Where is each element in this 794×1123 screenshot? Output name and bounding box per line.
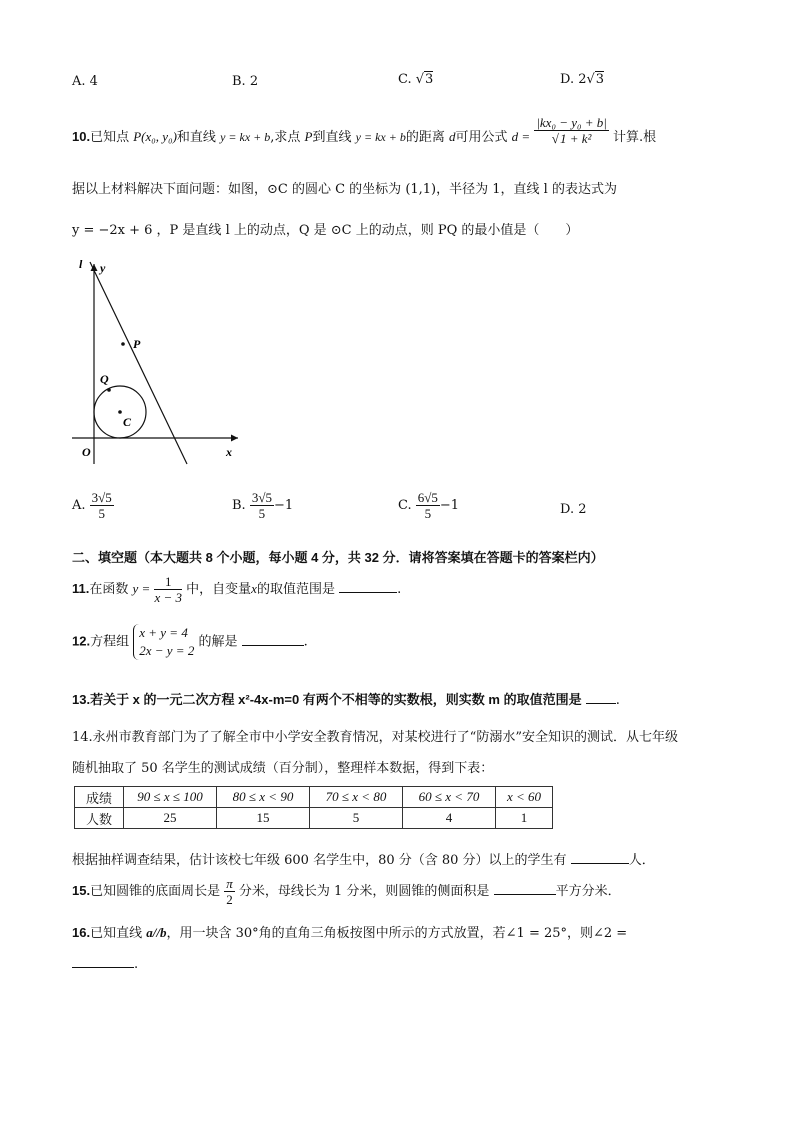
q14-answer-blank[interactable] bbox=[571, 851, 629, 864]
q10-line3: y = −2x + 6 ，P 是直线 l 上的动点，Q 是 ⊙C 上的动点，则 PQ 的最小值是（ ） bbox=[72, 223, 579, 238]
q10-option-b: B. $\frac{3√5}{5}$ −1 bbox=[232, 490, 294, 521]
q9-option-c: C. √3 bbox=[398, 72, 434, 87]
q10-figure bbox=[60, 252, 260, 474]
table-header-cell: 成绩 bbox=[75, 787, 124, 808]
q9-option-b: B. 2 bbox=[232, 74, 259, 89]
q10-option-d: D. 2 bbox=[560, 502, 587, 517]
table-header-cell: x < 60 bbox=[496, 787, 553, 808]
table-header-cell: 90 ≤ x ≤ 100 bbox=[124, 787, 217, 808]
center-c-dot bbox=[118, 410, 122, 414]
line-l bbox=[90, 262, 187, 464]
q16-line1: 16.已知直线 a//b，用一块含 30°角的直角三角板按图中所示的方式放置，若∠1 = 25°，则∠2 = bbox=[72, 925, 628, 941]
table-header-cell: 80 ≤ x < 90 bbox=[217, 787, 310, 808]
point-q-dot bbox=[107, 388, 111, 392]
table-row bbox=[75, 808, 553, 829]
equation-system: x + y = 4 2x − y = 2 bbox=[133, 624, 194, 660]
q15: 15.已知圆锥的底面周长是 $\frac{\pi}{2}$ 分米，母线长为 1 分米，则圆锥的侧面积是 平方分米． bbox=[72, 876, 621, 907]
q16-answer-blank[interactable] bbox=[72, 955, 134, 968]
table-header-cell: 60 ≤ x < 70 bbox=[403, 787, 496, 808]
score-table bbox=[74, 786, 553, 829]
table-cell: 5 bbox=[310, 808, 403, 829]
table-cell: 25 bbox=[124, 808, 217, 829]
q10-option-c: C. $\frac{6√5}{5}$ −1 bbox=[398, 490, 460, 521]
table-cell: 1 bbox=[496, 808, 553, 829]
table-header-cell: 70 ≤ x < 80 bbox=[310, 787, 403, 808]
q11: 11.在函数 y = $\frac{1}{x - 3}$ 中，自变量x的取值范围是 . bbox=[72, 574, 402, 605]
distance-formula: $\frac{\text{|kx₀ − y₀ + b|}}{\text{√1 + k²}}$ bbox=[536, 115, 607, 146]
q14-line1: 14.永州市教育部门为了了解全市中小学安全教育情况，对某校进行了“防溺水”安全知识的测试．从七年级 bbox=[72, 730, 678, 745]
q10-line2: 据以上材料解决下面问题：如图，⊙C 的圆心 C 的坐标为 (1,1)，半径为 1，直线 l 的表达式为 bbox=[72, 182, 617, 197]
q14-line3: 根据抽样调查结果，估计该校七年级 600 名学生中，80 分（含 80 分）以上的学生有 人． bbox=[72, 853, 655, 868]
q12: 12.方程组 x + y = 4 2x − y = 2 的解是 . bbox=[72, 625, 308, 658]
table-cell: 4 bbox=[403, 808, 496, 829]
q11-answer-blank[interactable] bbox=[339, 580, 397, 593]
label-q: Q bbox=[100, 372, 109, 386]
q13: 13.若关于 x 的一元二次方程 x²-4x-m=0 有两个不相等的实数根，则实数 m 的取值范围是 . bbox=[72, 692, 620, 708]
label-o: O bbox=[82, 445, 91, 459]
point-p-dot bbox=[121, 342, 125, 346]
label-x: x bbox=[226, 445, 232, 459]
label-y: y bbox=[100, 261, 106, 275]
q9-option-a: A. 4 bbox=[72, 74, 98, 89]
q10-option-a: A. $\frac{3√5}{5}$ bbox=[72, 490, 112, 521]
label-p: P bbox=[133, 337, 141, 351]
table-cell: 15 bbox=[217, 808, 310, 829]
q15-answer-blank[interactable] bbox=[494, 882, 556, 895]
q13-answer-blank[interactable] bbox=[586, 691, 616, 704]
q12-answer-blank[interactable] bbox=[242, 633, 304, 646]
label-l: l bbox=[79, 257, 83, 271]
table-cell: 人数 bbox=[75, 808, 124, 829]
q9-option-d: D. 2√3 bbox=[560, 72, 605, 87]
table-row bbox=[75, 787, 553, 808]
q16-line2: . bbox=[72, 955, 138, 972]
q14-line2: 随机抽取了 50 名学生的测试成绩（百分制），整理样本数据，得到下表： bbox=[72, 761, 494, 776]
label-c: C bbox=[123, 415, 132, 429]
section2-title: 二、填空题（本大题共 8 个小题，每小题 4 分，共 32 分．请将答案填在答题卡的答案栏内） bbox=[72, 550, 604, 565]
q10-line1: 10.已知点 P(x₀, y₀)和直线 y = kx + b,求点 P到直线 y = kx + b的距离 d可用公式 d = $\frac{\text{|kx₀ − y₀ + b|}}{\text{√1 + k²}}$ 计算.根 bbox=[72, 115, 657, 146]
